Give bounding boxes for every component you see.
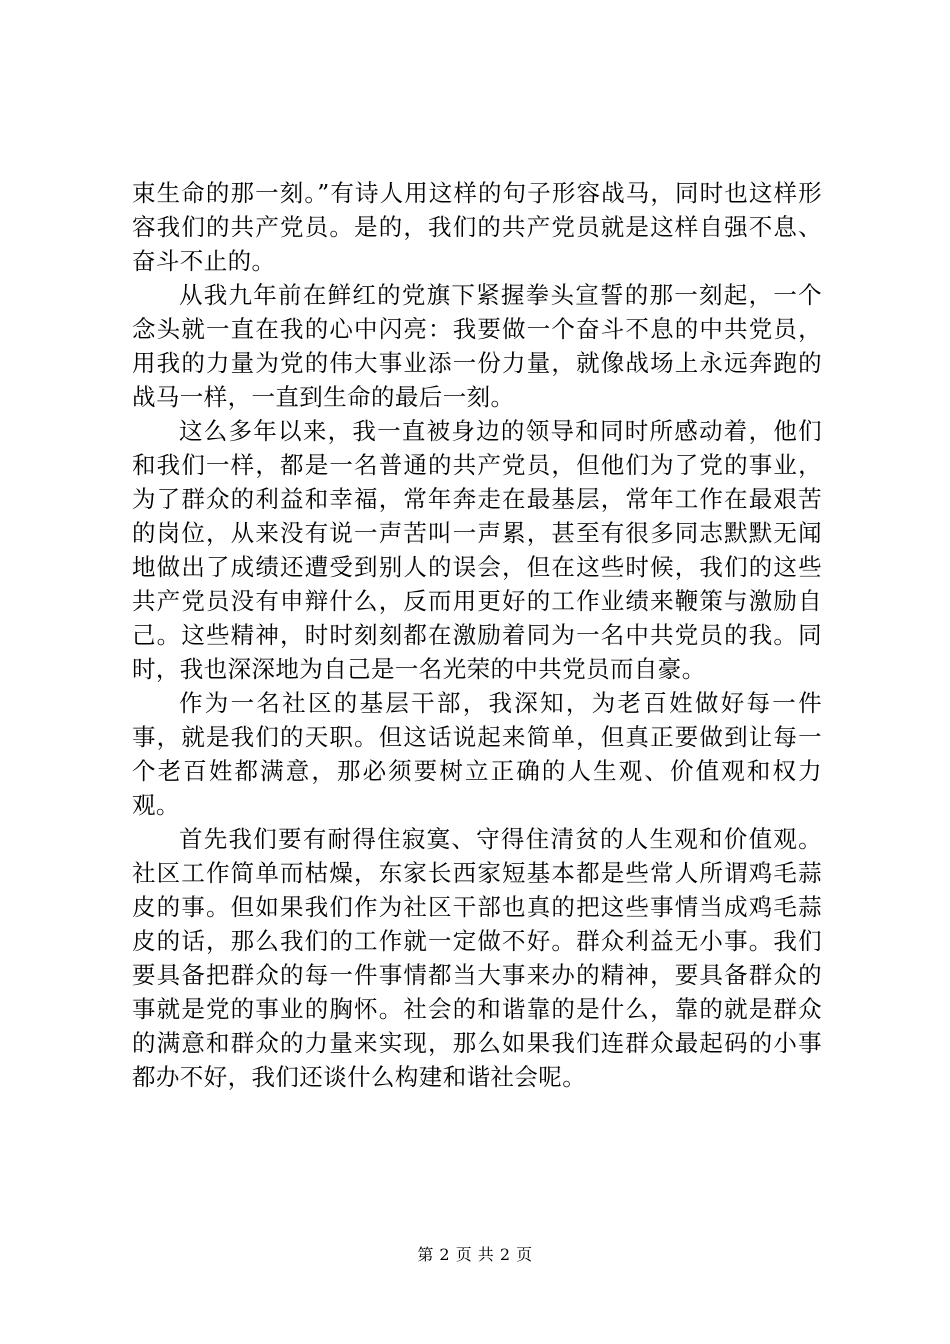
paragraph: 这么多年以来，我一直被身边的领导和同时所感动着，他们和我们一样，都是一名普通的共产党员，但他们为了党的事业，为了群众的利益和幸福，常年奔走在最基层，常年工作在最艰苦的岗位，从来没有说一声苦叫一声累，甚至有很多同志默默无闻地做出了成绩还遭受到别人的误会，但在这些时候，我们的这些共产党员没有申辩什么，反而用更好的工作业绩来鞭策与激励自己。这些精神，时时刻刻都在激励着同为一名中共党员的我。同时，我也深深地为自己是一名光荣的中共党员而自豪。 [132,417,822,683]
body-text [132,176,822,1094]
paragraph-continued: 束生命的那一刻。”有诗人用这样的句子形容战马，同时也这样形容我们的共产党员。是的，我们的共产党员就是这样自强不息、奋斗不止的。 [132,179,822,275]
paragraph: 作为一名社区的基层干部，我深知，为老百姓做好每一件事，就是我们的天职。但这话说起来简单，但真正要做到让每一个老百姓都满意，那必须要树立正确的人生观、价值观和权力观。 [132,689,822,819]
paragraph: 首先我们要有耐得住寂寞、守得住清贫的人生观和价值观。社区工作简单而枯燥，东家长西家短基本都是些常人所谓鸡毛蒜皮的事。但如果我们作为社区干部也真的把这些事情当成鸡毛蒜皮的话，那么我们的工作就一定做不好。群众利益无小事。我们要具备把群众的每一件事情都当大事来办的精神，要具备群众的事就是党的事业的胸怀。社会的和谐靠的是什么，靠的就是群众的满意和群众的力量来实现，那么如果我们连群众最起码的小事都办不好，我们还谈什么构建和谐社会呢。 [132,825,822,1091]
page-footer: 第 2 页 共 2 页 [417,1245,533,1264]
paragraph: 从我九年前在鲜红的党旗下紧握拳头宣誓的那一刻起，一个念头就一直在我的心中闪亮：我要做一个奋斗不息的中共党员，用我的力量为党的伟大事业添一份力量，就像战场上永远奔跑的战马一样，一直到生命的最后一刻。 [132,281,822,411]
